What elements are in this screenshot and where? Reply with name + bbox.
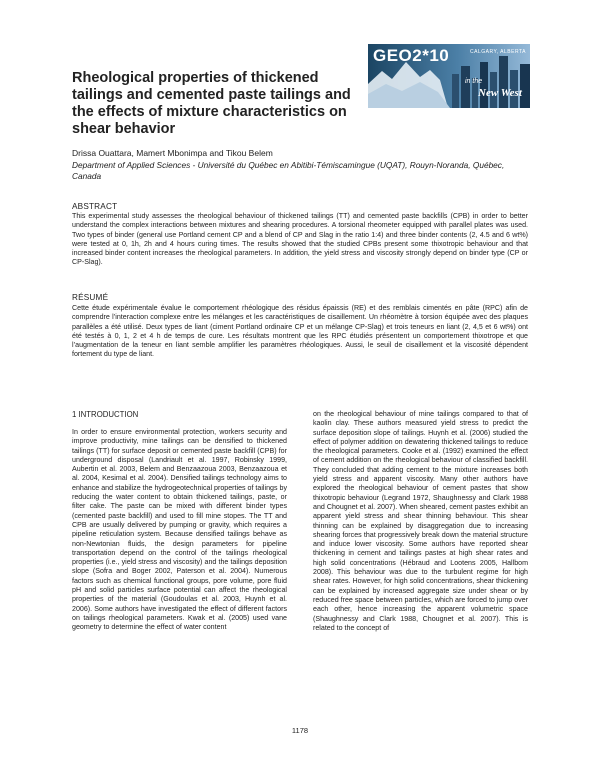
- introduction-right-column: on the rheological behaviour of mine tailings compared to that of kaolin clay. These authors measured yield stress to predict the surface deposition slope of tailings. Huynh et al. (2006) studied the effect of polymer addition on dewatering thickened tailings to reduce the rheological parameters. Cooke et al. (1992) examined the effect of cement addition on the rheological behaviour of classified backfill. They concluded that adding cement to the mixture increases both yield stress and apparent viscosity. Many other authors have explored the rheological behaviour of cement pastes that show thixotropic behaviour (Legrand 1972, Shaughnessy and Clark 1988 and Chougnet et al. 2007). When sheared, cement pastes exhibit an apparent yield stress and shear thinning behaviour. This shear thinning can be explained by disaggregation due to increasing shearing forces that progressively break down the material structure and induce lower viscosity. Some authors have reported shear thickening in cement and tailings pastes at high shear rates and high solid concentrations (Hébraud and Lootens 2005, Hallbom 2008). This behaviour was due to the turbulent regime for high shear rates. However, for high solid concentrations, shear thickening can be explained by increased aggregate size under shear or by reduced free space between particles, which are forced to jump over each other, hence increasing the apparent volumetric space (Shaughnessy and Clark 1988, Chougnet et al. 2007). This is related to the concept of: [313, 410, 528, 632]
- resume-heading: RÉSUMÉ: [72, 293, 109, 302]
- abstract-heading: ABSTRACT: [72, 202, 118, 211]
- authors: Drissa Ouattara, Mamert Mbonimpa and Tikou Belem: [72, 148, 273, 158]
- logo-tagline-big: New West: [478, 87, 522, 99]
- abstract-text: This experimental study assesses the rheological behaviour of thickened tailings (TT) and cemented paste backfills (CPB) in order to better understand the complex interactions between mixtures and shearing procedures. A torsional rheometer equipped with parallel plates was used. Two types of binder (general use Portland cement CP and a blend of CP and Slag in the ratio 1:4) and three binder contents (2, 4.5 and 6 wt%) were tested at 0, 1h, 2h and 4 hours curing times. The results showed that the studied CPBs present some thixotropic behaviour and that increased binder content increases the rheological parameters. In addition, the yield stress and viscosity strongly depend on binder type (CP or CP-Slag).: [72, 212, 528, 267]
- introduction-heading: 1 INTRODUCTION: [72, 410, 139, 419]
- logo-event-name: GEO2*10: [373, 46, 450, 65]
- affiliation: Department of Applied Sciences - Université du Québec en Abitibi-Témiscamingue (UQAT), Rouyn-Noranda, Québec, Canada: [72, 160, 505, 181]
- logo-tagline-small: in the: [465, 78, 483, 85]
- introduction-left-column: In order to ensure environmental protection, workers security and improve productivity, mine tailings can be densified to thickened tailings (TT) for surface deposit or cemented paste backfill (CPB) for underground disposal (Landriault et al. 1997, Robinsky 1999, Aubertin et al. 2003, Belem and Benzaazoua 2003, Benzaazoua et al. 2004, Kesimal et al. 2004). Densified tailings technology aims to enhance and stabilize the hydrogeotechnical properties of tailings by reducing the water content to obtain thickened tailings, paste, or filter cake. The paste can be mixed with different binder types (cemented paste backfill) and used to fill mine stopes. The TT and CPB are usually delivered by pumping or gravity, which requires a pipeline reticulation system. Because densified tailings behave as non-Newtonian fluids, the design parameters for pipeline transportation depend on the control of the tailings rheological properties (i.e., yield stress and viscosity) and the tailings deposition slope (Sofra and Boger 2002, Paterson et al. 2004). Numerous factors such as chemical functional groups, pore volume, pore fluid pH and solid particles surface potential can affect the rheological properties of the material (Goudoulas et al. 2003, Huynh et al. 2006). Some authors have investigated the effect of different factors on tailings rheological parameters. Kwak et al. (2005) used vane geometry to determine the effect of water content: [72, 428, 287, 632]
- conference-logo: [368, 44, 530, 108]
- resume-text: Cette étude expérimentale évalue le comportement rhéologique des résidus épaissis (RE) et des remblais cimentés en pâte (RPC) afin de comprendre l’interaction complexe entre les mélanges et les caractéristiques de cisaillement. Un rhéomètre à torsion équipée avec des plaques parallèles a été utilisé. Deux types de liant (ciment Portland ordinaire CP et un mélange CP-Slag) et trois teneurs en liant (2, 4,5 et 6 wt%) ont été testés à 0, 1, 2 et 4 h de temps de cure. Les résultats montrent que les RPC étudiés présentent un comportement thixotrope et que l’augmentation de la teneur en liant semble amplifier les paramètres rhéologiques. Aussi, le seuil de cisaillement et la viscosité dépendent fortement du type de liant.: [72, 304, 528, 359]
- paper-title: Rheological properties of thickened tailings and cemented paste tailings and the effects of mixture characteristics on shear behavior: [72, 70, 351, 137]
- logo-city: CALGARY, ALBERTA: [470, 49, 526, 55]
- page-number: 1178: [291, 726, 309, 735]
